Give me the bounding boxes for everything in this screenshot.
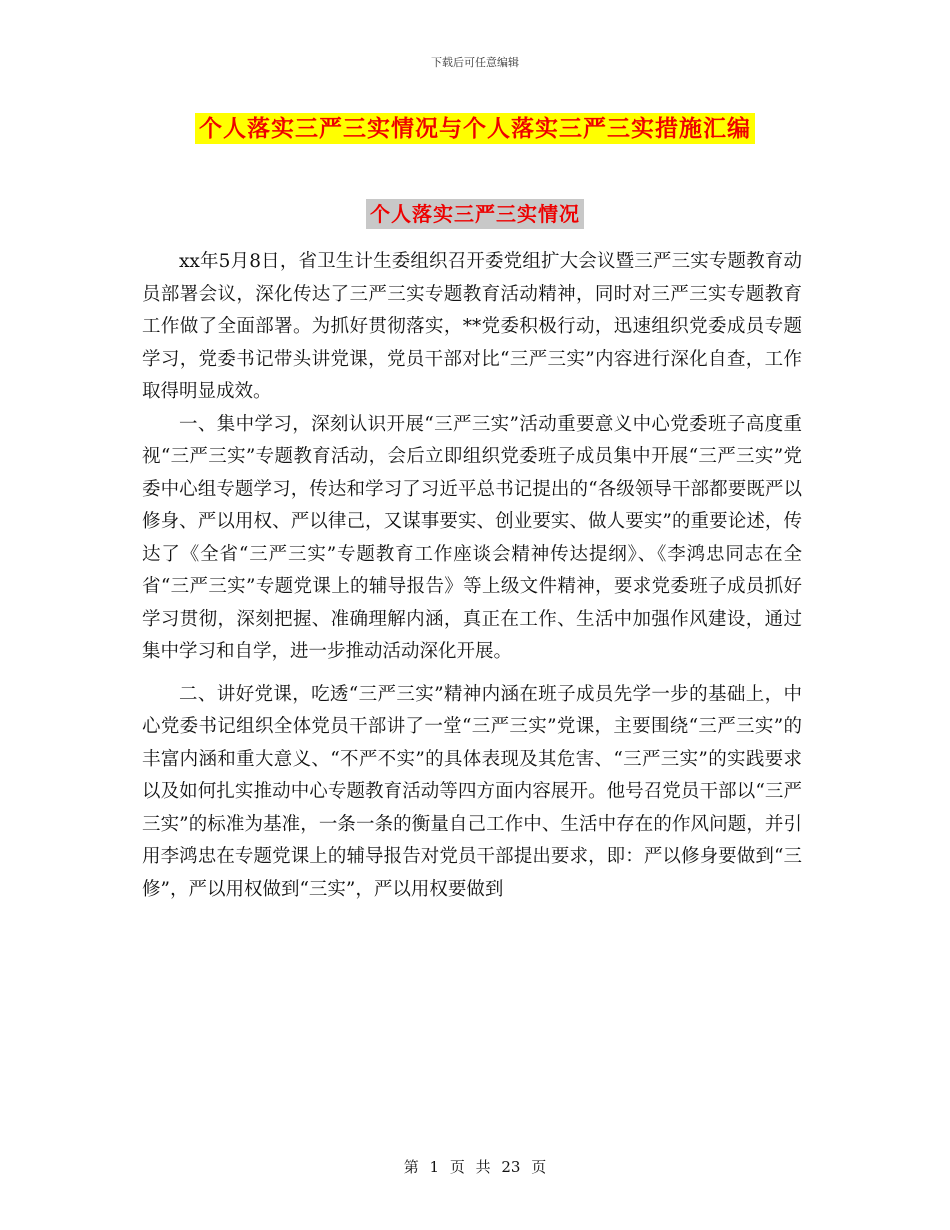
page-header-note: 下载后可任意编辑 xyxy=(431,56,519,69)
main-title-text: 个人落实三严三实情况与个人落实三严三实措施汇编 xyxy=(195,113,755,144)
paragraph: 一、集中学习，深刻认识开展“三严三实”活动重要意义中心党委班子高度重视“三严三实”专题教育活动，会后立即组织党委班子成员集中开展“三严三实”党委中心组专题学习，传达和学习了习近平总书记提出的“各级领导干部都要既严以修身、严以用权、严以律己，又谋事要实、创业要实、做人要实”的重要论述，传达了《全省“三严三实”专题教育工作座谈会精神传达提纲》、《李鸿忠同志在全省“三严三实”专题党课上的辅导报告》等上级文件精神，要求党委班子成员抓好学习贯彻，深刻把握、准确理解内涵，真正在工作、生活中加强作风建设，通过集中学习和自学，进一步推动活动深化开展。 xyxy=(142,413,802,662)
document-body xyxy=(142,246,802,906)
sub-title-text: 个人落实三严三实情况 xyxy=(366,199,584,229)
document-sub-title xyxy=(0,198,950,227)
document-main-title xyxy=(0,110,950,143)
paragraph: xx年5月8日，省卫生计生委组织召开委党组扩大会议暨三严三实专题教育动员部署会议，深化传达了三严三实专题教育活动精神，同时对三严三实专题教育工作做了全面部署。为抓好贯彻落实，**党委积极行动，迅速组织党委成员专题学习，党委书记带头讲党课，党员干部对比“三严三实”内容进行深化自查，工作取得明显成效。 xyxy=(142,251,802,402)
page-number-footer: 第 1 页 共 23 页 xyxy=(403,1158,547,1176)
paragraph: 二、讲好党课，吃透“三严三实”精神内涵在班子成员先学一步的基础上，中心党委书记组织全体党员干部讲了一堂“三严三实”党课，主要围绕“三严三实”的丰富内涵和重大意义、“不严不实”的具体表现及其危害、“三严三实”的实践要求以及如何扎实推动中心专题教育活动等四方面内容展开。他号召党员干部以“三严三实”的标准为基准，一条一条的衡量自己工作中、生活中存在的作风问题，并引用李鸿忠在专题党课上的辅导报告对党员干部提出要求，即：严以修身要做到“三修”，严以用权做到“三实”，严以用权要做到 xyxy=(142,683,802,900)
